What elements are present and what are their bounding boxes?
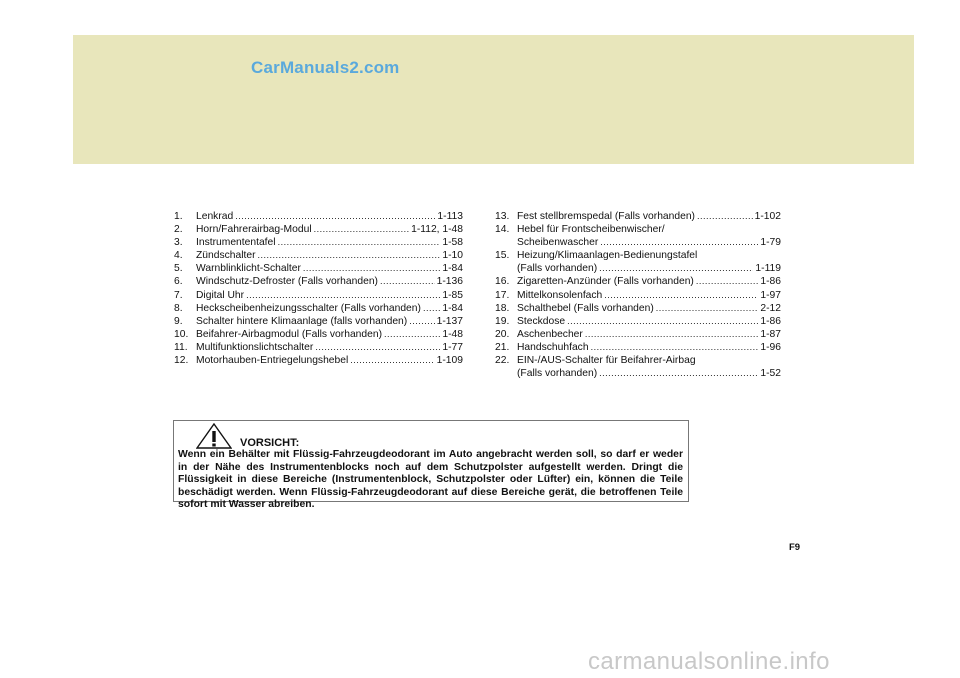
- toc-title: Mittelkonsolenfach: [517, 289, 603, 301]
- toc-number: 21.: [495, 341, 510, 353]
- toc-entry: [495, 341, 781, 354]
- toc-page-ref: 1-137: [436, 315, 463, 327]
- toc-page-ref: 1-87: [760, 328, 781, 340]
- toc-number: 7.: [174, 289, 183, 301]
- toc-leader-dots: [599, 262, 753, 275]
- toc-number: 15.: [495, 250, 510, 262]
- toc-page-ref: 1-48: [442, 328, 463, 340]
- toc-page-ref: 1-77: [442, 341, 463, 353]
- toc-entry: [495, 302, 781, 315]
- toc-title: Aschenbecher: [517, 328, 583, 340]
- header-banner: [73, 35, 914, 164]
- toc-number: 12.: [174, 355, 189, 367]
- toc-leader-dots: [567, 315, 758, 328]
- toc-entry: [174, 236, 463, 249]
- toc-title: Hebel für Frontscheibenwischer/: [517, 224, 665, 236]
- toc-entry: [174, 249, 463, 262]
- toc-title: Horn/Fahrerairbag-Modul: [196, 224, 312, 236]
- toc-leader-dots: [697, 210, 753, 223]
- toc-number: 22.: [495, 355, 510, 367]
- toc-page-ref: 1-102: [754, 211, 781, 222]
- toc-page-ref: 2-12: [760, 302, 781, 314]
- toc-page-ref: 1-136: [436, 276, 463, 288]
- toc-page-ref: 1-84: [442, 263, 463, 275]
- toc-entry: [495, 223, 781, 236]
- toc-title: EIN-/AUS-Schalter für Beifahrer-Airbag: [517, 355, 696, 367]
- toc-entry: [495, 289, 781, 302]
- toc-number: 6.: [174, 276, 183, 288]
- toc-number: 9.: [174, 315, 183, 327]
- toc-page-ref: 1-119: [755, 263, 781, 275]
- toc-page-ref: 1-58: [442, 237, 463, 249]
- toc-page-ref: 1-52: [760, 368, 781, 380]
- toc-entry: [495, 262, 781, 275]
- toc-number: 13.: [495, 211, 510, 222]
- toc-page-ref: 1-84: [442, 302, 463, 314]
- toc-page-ref: 1-85: [442, 289, 463, 301]
- toc-entry: [174, 275, 463, 288]
- toc-left-column: [174, 210, 463, 367]
- toc-leader-dots: [235, 210, 435, 223]
- toc-title: Heizung/Klimaanlagen-Bedienungstafel: [517, 250, 698, 262]
- toc-number: 19.: [495, 315, 510, 327]
- toc-number: 11.: [174, 341, 188, 353]
- toc-page-ref: 1-79: [760, 237, 781, 249]
- toc-title: (Falls vorhanden): [517, 263, 598, 275]
- toc-leader-dots: [380, 275, 435, 288]
- toc-entry: [174, 302, 463, 315]
- toc-entry: [495, 354, 781, 367]
- toc-leader-dots: [600, 236, 758, 249]
- toc-page-ref: 1-86: [760, 315, 781, 327]
- toc-entry: [495, 275, 781, 288]
- toc-leader-dots: [423, 302, 440, 315]
- page-number: F9: [789, 542, 801, 553]
- carmanuals-link[interactable]: CarManuals2.com: [251, 58, 400, 77]
- toc-title: Motorhauben-Entriegelungshebel: [196, 355, 349, 367]
- toc-number: 4.: [174, 250, 183, 262]
- toc-leader-dots: [258, 249, 441, 262]
- toc-title: Heckscheibenheizungsschalter (Falls vorhanden): [196, 302, 421, 314]
- toc-number: 18.: [495, 302, 510, 314]
- toc-leader-dots: [591, 341, 759, 354]
- toc-leader-dots: [585, 328, 759, 341]
- toc-page-ref: 1-113: [437, 211, 463, 222]
- toc-page-ref: 1-86: [760, 276, 781, 288]
- toc-entry: [174, 315, 463, 328]
- toc-title: Handschuhfach: [517, 341, 589, 353]
- toc-leader-dots: [246, 289, 440, 302]
- toc-title: Zündschalter: [196, 250, 256, 262]
- caution-box: [173, 420, 689, 511]
- toc-leader-dots: [656, 302, 759, 315]
- caution-title: VORSICHT:: [240, 437, 300, 449]
- toc-entry: [495, 236, 781, 249]
- toc-number: 2.: [174, 224, 183, 236]
- toc-leader-dots: [315, 341, 440, 354]
- toc-entry: [495, 249, 781, 262]
- toc-title: Lenkrad: [196, 211, 234, 222]
- toc-entry: [174, 341, 463, 354]
- toc-page-ref: 1-10: [442, 250, 463, 262]
- toc-number: 16.: [495, 276, 510, 288]
- toc-page-ref: 1-97: [760, 289, 781, 301]
- toc-title: Schalthebel (Falls vorhanden): [517, 302, 654, 314]
- toc-leader-dots: [409, 315, 434, 328]
- toc-leader-dots: [696, 275, 759, 288]
- toc-title: Fest stellbremspedal (Falls vorhanden): [517, 211, 695, 222]
- toc-right-column: [495, 210, 781, 380]
- toc-page-ref: 1-96: [760, 341, 781, 353]
- toc-leader-dots: [350, 354, 434, 367]
- toc-title: Warnblinklicht-Schalter: [196, 263, 301, 275]
- toc-entry: [174, 328, 463, 341]
- footer-watermark-link[interactable]: carmanualsonline.info: [588, 648, 830, 675]
- toc-title: Zigaretten-Anzünder (Falls vorhanden): [517, 276, 694, 288]
- toc-title: Schalter hintere Klimaanlage (falls vorhanden): [196, 315, 408, 327]
- toc-leader-dots: [599, 367, 758, 380]
- toc-number: 1.: [174, 211, 183, 222]
- toc-title: Scheibenwascher: [517, 237, 599, 249]
- toc-number: 3.: [174, 237, 183, 249]
- toc-entry: [174, 262, 463, 275]
- toc-entry: [174, 289, 463, 302]
- toc-entry: [174, 354, 463, 367]
- toc-entry: [495, 328, 781, 341]
- toc-number: 20.: [495, 328, 510, 340]
- toc-page-ref: 1-112, 1-48: [411, 224, 463, 236]
- toc-number: 17.: [495, 289, 510, 301]
- toc-entry: [174, 210, 463, 223]
- toc-title: Instrumententafel: [196, 237, 276, 249]
- toc-entry: [495, 210, 781, 223]
- toc-page-ref: 1-109: [436, 355, 463, 367]
- warning-triangle-icon: [196, 423, 232, 449]
- toc-title: Windschutz-Defroster (Falls vorhanden): [196, 276, 378, 288]
- toc-title: Steckdose: [517, 315, 566, 327]
- caution-header: [196, 423, 299, 449]
- toc-leader-dots: [604, 289, 758, 302]
- toc-leader-dots: [314, 223, 409, 236]
- caution-text: Wenn ein Behälter mit Flüssig-Fahrzeugdeodorant im Auto angebracht werden soll, so darf er weder in der Nähe des Instrumentenblocks noch auf dem Schutzpolster aufgestellt werden. Dringt die Flüssigkeit in diese Bereiche (Instrumentenblock, Schutzpolster oder Lüfter) ein, können die Teile beschädigt werden. Wenn Flüssig-Fahrzeugdeodorant auf diese Bereiche gerät, die betroffenen Teile sofort mit Wasser abreiben.: [178, 449, 683, 511]
- toc-entry: [495, 315, 781, 328]
- toc-leader-dots: [278, 236, 441, 249]
- toc-number: 5.: [174, 263, 183, 275]
- toc-title: Beifahrer-Airbagmodul (Falls vorhanden): [196, 328, 383, 340]
- toc-number: 8.: [174, 302, 183, 314]
- toc-title: Multifunktionslichtschalter: [196, 341, 314, 353]
- toc-entry: [495, 367, 781, 380]
- toc-number: 10.: [174, 328, 189, 340]
- toc-title: Digital Uhr: [196, 289, 245, 301]
- toc-leader-dots: [303, 262, 440, 275]
- toc-title: (Falls vorhanden): [517, 368, 598, 380]
- toc-leader-dots: [384, 328, 440, 341]
- toc-number: 14.: [495, 224, 510, 236]
- toc-entry: [174, 223, 463, 236]
